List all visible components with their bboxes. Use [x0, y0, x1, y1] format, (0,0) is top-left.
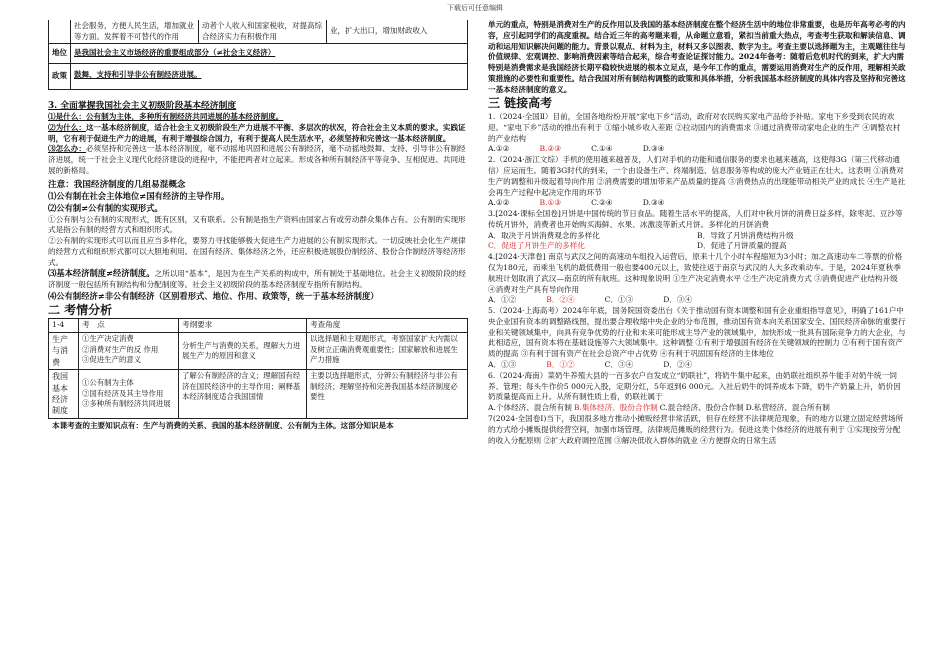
table-row: [49, 44, 468, 64]
angle-cell: 以选择题和主观题形式，考察国家扩大内需以及树立正确消费观重要性；国家解放和进展生产力措施: [307, 333, 468, 370]
question-stem: 7(2024·全国卷Ⅰ)当下，我国很多地方推动小摊贩经营非常活跃，但存在经营不法律规范现象，有的地方以建立固定经营场所的方式给小摊贩提供经营空间，加强市场管理，法律规范摊贩的经营行为。促进这类个体经济的进展有利于 ①实现按劳分配的收入分配原则 ②扩大政府调控范围 ③解决低收入群体的就业 ④方便群众的日常生活: [488, 413, 904, 445]
question-option: D.③④: [642, 144, 665, 154]
question-options: [488, 198, 906, 209]
question-stem: 5.（2024·上海高考）2024年年底，国务院国资委出台《关于推动国有资本调整和国有企业重组指导意见》，明确了161户中央企业国有资本的调整路线图，提出要合理收缩中央企业的分布范围，推动国有资本向关系国家安全、国民经济命脉的重要行业和关键领域集中，向具有竞争优势的行业和未来可能形成主导产业的领域集中，加快形成一批具有国际竞争力的大企业，与此相适应，国有资本将在基础设施等六大领域集中。这种调整 ①有利于增强国有经济在关键领域的控制力 ②有利于国有资产质的提高 ③有利于国有资产在社会总资产中占优势 ④有利于巩固国有经济的主体地位: [488, 306, 906, 359]
table-header-row: [49, 319, 468, 333]
question-option: A．取决于月饼消费观念的多样化: [488, 230, 600, 240]
intro-paragraph: 单元的重点，特别是消费对生产的反作用以及我国的基本经济制度在整个经济生活中的地位非常重要，也是历年高考必考的内容，应引起同学们的高度重视。结合近三年的高考题来看，从命题立意看，紧扣当前重大热点，考查考生获取和解读信息、调动和运用知识解决问题的能力。背景以观点、材料为主，材料又多以图表、数字为主。考查主要以选择题为主，主观题往往与价值规律、宏观调控、影响消费因素等结合起来，综合考查论证探讨能力。2024年备考：随着后危机时代的到来，扩大内需特别是消费需求是我国经济长期平稳较快进展的根本立足点，是今年工作的重点，需要运用消费对生产的反作用，理解相关政策措施的必要性和重要性。结合我国对所有制结构调整的政策和具体举措，分析我国基本经济制度的具体内容及坚持和完善这一基本经济制度的意义。: [488, 20, 906, 94]
category-cell: 生产与消费: [49, 333, 79, 370]
question-options: [488, 231, 906, 253]
link-title: 三 链接高考: [488, 96, 553, 111]
question-option: B.②③: [539, 144, 562, 154]
section-3-title: 3. 全面掌握我国社会主义初级阶段基本经济制度: [48, 100, 237, 111]
question-option: B.集体经济、股份合作制: [573, 403, 658, 413]
question-item: [488, 306, 906, 371]
summary-footer: 本课考查的主要知识点有：生产与消费的关系、我国的基本经济制度、公有制为主体。这部分知识是本: [52, 420, 394, 430]
question-option: D．促进了月饼质量的提高: [697, 241, 787, 251]
question-option: C．促进了月饼生产的多样化: [488, 241, 585, 251]
question-option: C.②④: [591, 198, 613, 208]
question-item: [488, 371, 906, 414]
table-row: [49, 370, 468, 418]
s3-item-why: ⑵为什么：这一基本经济制度，适合社会主义初级阶段生产力进展不平衡、多层次的状况，符合社会主义本质的要求。实践证明，它有利于促进生产力的进展，有利于增强综合国力，有利于提高人民生活水平，必须坚持和完善这一基本经济制度。: [48, 122, 466, 143]
question-option: A．①②: [488, 295, 517, 305]
question-option: B.①③: [539, 198, 562, 208]
col-header: 1-4: [49, 319, 79, 333]
page-header: 下载后可任意编辑: [447, 4, 503, 12]
question-option: D.③④: [642, 198, 665, 208]
table-cell: 业，扩大出口，增加财政收入: [327, 20, 468, 44]
top-comparison-table: [48, 20, 468, 90]
table-cell: 社会服务，方便人民生活，增加就业等方面。发挥着不可替代的作用: [71, 20, 199, 44]
question-stem: 1.（2024·全国Ⅱ）目前，全国各地纷纷开展“家电下乡”活动，政府对农民购买家电产品给予补贴。家电下乡受到农民的欢迎。“家电下乡”活动的推出有利于 ①缩小城乡收入差距 ②拉动国内的消费需求 ③通过消费带动家电企业的生产 ④调整农村的产业结构: [488, 112, 901, 143]
question-stem: 2.（2024·浙江文综）手机的使用越来越普及，人们对手机的功能和通信服务的要求也越来越高，这使得3G（第三代移动通信）应运而生。随着3G时代的到来，一个由设备生产、终端制造、信息服务等构成的庞大产业链正在壮大。这表明 ①消费对生产的调整和升级起着导向作用 ②消费需要的增加带来产品质量的提高 ③消费热点的出现能带动相关产业的成长 ④生产是社会再生产过程中起决定作用的环节: [488, 155, 906, 197]
policy-text: 鼓舞、支持和引导非公有制经济进展。: [71, 63, 468, 89]
question-option: A.①②: [488, 144, 510, 154]
table-cell: 动者个人收入和国家税收，对提高综合经济实力有积极作用: [199, 20, 327, 44]
row-label-status: 地位: [49, 44, 71, 64]
question-item: [488, 414, 906, 446]
question-option: D．③④: [663, 295, 693, 305]
analysis-table: [48, 318, 468, 418]
category-cell: 我国基本经济制度: [49, 370, 79, 418]
table-row: [49, 63, 468, 89]
points-cell: ①生产决定消费 ②消费对生产的反 作用 ③促进生产的意义: [79, 333, 179, 370]
question-option: B．导致了月饼消费结构升级: [697, 230, 794, 240]
notes-title: 注意：我国经济制度的几组易混概念: [48, 179, 186, 190]
note-2-head: ⑵公有制≠公有制的实现形式。: [48, 202, 163, 213]
question-options: [488, 403, 906, 414]
angle-cell: 主要以选择题形式，分辨公有制经济与非公有制经济；理解坚持和完善我国基本经济制度必要性: [307, 370, 468, 418]
question-item: [488, 112, 906, 155]
analysis-title: 二 考情分析: [48, 302, 113, 317]
question-option: A．①③: [488, 360, 517, 370]
question-item: [488, 155, 906, 209]
s3-item-what: ⑴是什么：公有制为主体，多种所有制经济共同进展的基本经济制度。: [48, 112, 284, 122]
table-row: [49, 20, 468, 44]
question-options: [488, 295, 906, 306]
section-3: [48, 100, 468, 177]
question-option: B．②④: [546, 295, 575, 305]
question-option: B．①②: [546, 360, 575, 370]
question-option: C．①③: [604, 295, 634, 305]
questions-list: [488, 112, 906, 446]
question-item: [488, 209, 906, 252]
col-header: 考 点: [79, 319, 179, 333]
points-cell: ①公有制为主体 ②国有经济及其主导作用 ③多种所有制经济共同进展: [79, 370, 179, 418]
s3-item-how: ⑶怎么办：必须坚持和完善这一基本经济制度，毫不动摇地巩固和进展公有制经济，毫不动摇地鼓舞、支持、引导非公有制经济进展，统一于社会主义现代化经济建设的进程中，不能把两者对立起来。形成各种所有制经济平等竞争、互相促进、共同进展的新格局。: [48, 144, 466, 175]
question-option: C.混合经济、股份合作制: [659, 403, 744, 413]
col-header: 考纲要求: [179, 319, 307, 333]
notes-block: [48, 179, 468, 303]
note-3: ⑶基本经济制度≠经济制度。之所以用“基本”，是因为在生产关系的构成中，所有制处于基础地位。社会主义初级阶段的经济制度一般包括所有制结构和分配制度等。社会主义初级阶段的基本经济制度专指所有制结构。: [48, 268, 467, 290]
question-stem: 4.[2024·天津卷] 南京与武汉之间的高速动车组投入运营后，原来十几个小时车程缩短为3小时；加之高速动车二等票的价格仅为180元，而乘坐飞机的最低费用一般也要400元以上，致使往返于南京与武汉的人大多改乘动车。于是，2024年夏秋季航班计划取消了武汉—南京的所有航班。这种现象说明 ①生产决定消费水平 ②生产决定消费方式 ③消费促进产业结构升级 ④消费对生产具有导向作用: [488, 252, 903, 294]
requirement-cell: 分析生产与消费的关系，理解大力进展生产力的原因和意义: [179, 333, 307, 370]
question-option: A.个体经济、混合所有制: [488, 403, 572, 413]
right-column: [488, 20, 906, 655]
note-1-head: ⑴公有制在社会主体地位≠国有经济的主导作用。: [48, 190, 230, 201]
requirement-cell: 了解公有制经济的含义；理解国有经济在国民经济中的主导作用；阐释基本经济制度适合我国国情: [179, 370, 307, 418]
question-option: D．②④: [663, 360, 693, 370]
note-4-head: ⑷公有制经济≠非公有制经济（区别看形式、地位、作用、政策等，统一于基本经济制度）: [48, 290, 379, 301]
col-header: 考查角度: [307, 319, 468, 333]
left-column: [48, 20, 468, 655]
table-row: [49, 333, 468, 370]
question-stem: 3.[2024·课标全国卷]月饼是中国传统的节日食品。随着生活水平的提高，人们对中秋月饼的消费日益多样，除枣泥、豆沙等传统月饼外，消费者也开始购买海鲜、水果、冰激凌等新式月饼。多样化的月饼消费: [488, 209, 903, 229]
note-2-body: ①公有制与公有制的实现形式，既有区别，又有联系。公有制是指生产资料由国家占有或劳动群众集体占有。公有制的实现形式是指公有制的经营方式和组织形式。 ②公有制的实现形式可以而且应当多样化，要努力寻找能够极大促进生产力进展的公有制实现形式。一切反映社会化生产规律的经营方式和组织形式都可以大胆地利用。在国有经济、集体经济之外，还应积极进展股份制经济、股份合作制经济等经济形式。: [48, 214, 466, 267]
row-label-policy: 政策: [49, 63, 71, 89]
question-stem: 6.（2024·海南）菜奶牛养殖大县的一百多农户自发成立“奶联社”，将奶牛集中起来，由奶联社组织养牛能手对奶牛统一饲养、管理；每头牛作价5 000元入股，定期分红，5年返到6 000元。入社后奶牛的饲养成本下降，奶牛产奶量上升，奶价因奶质量提高而上升。从所有制性质上看，奶联社属于: [488, 370, 901, 402]
question-options: [488, 144, 906, 155]
question-item: [488, 252, 906, 306]
question-options: [488, 360, 906, 371]
question-option: A.①②: [488, 198, 510, 208]
question-option: C.①④: [591, 144, 613, 154]
question-option: D.私营经济、混合所有制: [745, 403, 830, 413]
question-option: C．③④: [604, 360, 634, 370]
status-text: 是我国社会主义市场经济的重要组成部分（≠社会主义经济）: [71, 44, 468, 64]
